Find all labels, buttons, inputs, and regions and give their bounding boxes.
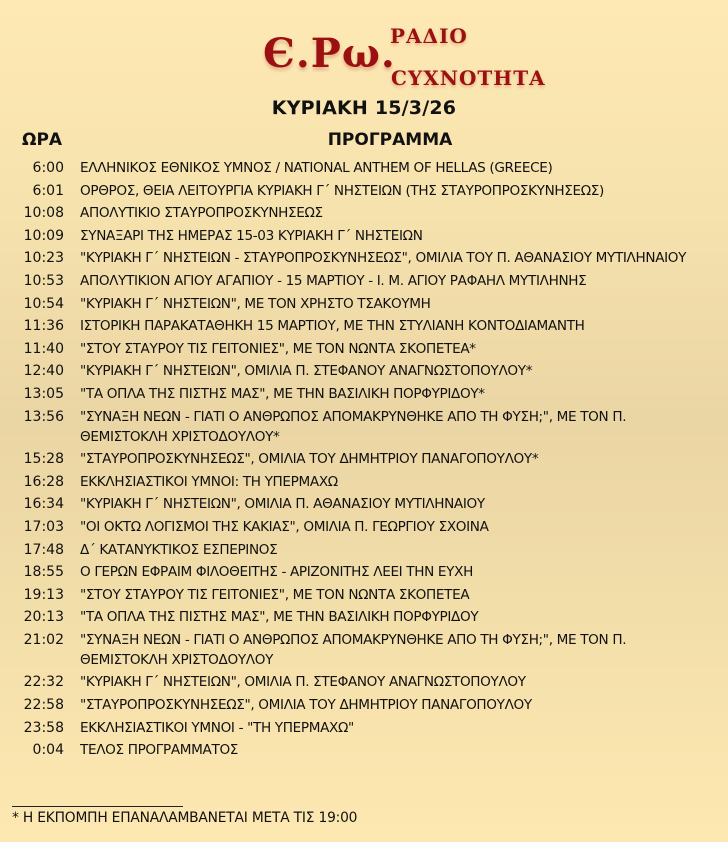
schedule-program: ΟΡΘΡΟΣ, ΘΕΙΑ ΛΕΙΤΟΥΡΓΙΑ ΚΥΡΙΑΚΗ Γ΄ ΝΗΣΤΕΙΩΝ (ΤΗΣ ΣΤΑΥΡΟΠΡΟΣΚΥΝΗΣΕΩΣ) <box>80 182 604 199</box>
schedule-program: "ΤΑ ΟΠΛΑ ΤΗΣ ΠΙΣΤΗΣ ΜΑΣ", ΜΕ ΤΗΝ ΒΑΣΙΛΙΚΗ ΠΟΡΦΥΡΙΔΟΥ* <box>80 385 485 402</box>
schedule-row <box>0 226 728 249</box>
schedule-time: 13:56 <box>23 408 64 425</box>
schedule-time: 22:32 <box>23 674 64 691</box>
schedule-row <box>0 607 728 630</box>
footnote-repeat-note: * Η ΕΚΠΟΜΠΗ ΕΠΑΝΑΛΑΜΒΑΝΕΤΑΙ ΜΕΤΑ ΤΙΣ 19:00 <box>12 810 358 826</box>
schedule-row <box>0 540 728 563</box>
schedule-time: 12:40 <box>23 363 64 380</box>
schedule-time: 6:00 <box>32 160 64 176</box>
schedule-program: "ΣΤΑΥΡΟΠΡΟΣΚΥΝΗΣΕΩΣ", ΟΜΙΛΙΑ ΤΟΥ ΔΗΜΗΤΡΙΟΥ ΠΑΝΑΓΟΠΟΥΛΟΥ <box>80 697 532 714</box>
schedule-time: 17:03 <box>23 518 64 535</box>
schedule-time: 11:36 <box>23 318 64 335</box>
schedule-program: ΑΠΟΛΥΤΙΚΙΟΝ ΑΓΙΟΥ ΑΓΑΠΙΟΥ - 15 ΜΑΡΤΙΟΥ - Ι. Μ. ΑΓΙΟΥ ΡΑΦΑΗΛ ΜΥΤΙΛΗΝΗΣ <box>80 272 587 289</box>
logo-mark: Є.Ρω. <box>263 30 396 77</box>
schedule-time: 10:23 <box>23 250 64 267</box>
schedule-program: "ΣΤΑΥΡΟΠΡΟΣΚΥΝΗΣΕΩΣ", ΟΜΙΛΙΑ ΤΟΥ ΔΗΜΗΤΡΙΟΥ ΠΑΝΑΓΟΠΟΥΛΟΥ* <box>80 451 539 468</box>
schedule-time: 16:28 <box>23 473 64 490</box>
schedule-program: "ΚΥΡΙΑΚΗ Γ΄ ΝΗΣΤΕΙΩΝ", ΟΜΙΛΙΑ Π. ΑΘΑΝΑΣΙΟΥ ΜΥΤΙΛΗΝΑΙΟΥ <box>80 496 485 513</box>
schedule-program: Δ΄ ΚΑΤΑΝΥΚΤΙΚΟΣ ΕΣΠΕΡΙΝΟΣ <box>80 541 278 558</box>
schedule-row <box>0 472 728 495</box>
schedule-row <box>0 695 728 718</box>
schedule-program: ΤΕΛΟΣ ΠΡΟΓΡΑΜΜΑΤΟΣ <box>80 742 239 759</box>
schedule-date-title: ΚΥΡΙΑΚΗ 15/3/26 <box>271 97 457 119</box>
schedule-time: 10:09 <box>23 227 64 244</box>
schedule-row <box>0 384 728 407</box>
schedule-row <box>0 181 728 204</box>
schedule-time: 23:58 <box>23 719 64 736</box>
station-logo <box>260 18 560 100</box>
schedule-time: 6:01 <box>32 182 64 199</box>
column-header-time: ΩΡΑ <box>22 130 63 150</box>
schedule-program: "ΟΙ ΟΚΤΩ ΛΟΓΙΣΜΟΙ ΤΗΣ ΚΑΚΙΑΣ", ΟΜΙΛΙΑ Π. ΓΕΩΡΓΙΟΥ ΣΧΟΙΝΑ <box>80 518 489 535</box>
schedule-time: 19:13 <box>23 586 64 603</box>
schedule-row <box>0 494 728 517</box>
schedule-row <box>0 585 728 608</box>
schedule-program: "ΣΥΝΑΞΗ ΝΕΩΝ - ΓΙΑΤΙ Ο ΑΝΘΡΩΠΟΣ ΑΠΟΜΑΚΡΥΝΘΗΚΕ ΑΠΟ ΤΗ ΦΥΣΗ;", ΜΕ ΤΟΝ Π. ΘΕΜΙΣΤΟΚΛΗ ΧΡΙΣΤΟΔΟΥΛΟΥ <box>80 631 627 668</box>
schedule-row <box>0 630 728 673</box>
schedule-time: 13:05 <box>23 385 64 402</box>
schedule-time: 10:53 <box>23 272 64 289</box>
schedule-time: 10:08 <box>23 205 64 222</box>
schedule-time: 22:58 <box>23 697 64 714</box>
schedule-program: "ΚΥΡΙΑΚΗ Γ΄ ΝΗΣΤΕΙΩΝ", ΟΜΙΛΙΑ Π. ΣΤΕΦΑΝΟΥ ΑΝΑΓΝΩΣΤΟΠΟΥΛΟΥ <box>80 674 526 691</box>
schedule-program: ΙΣΤΟΡΙΚΗ ΠΑΡΑΚΑΤΑΘΗΚΗ 15 ΜΑΡΤΙΟΥ, ΜΕ ΤΗΝ ΣΤΥΛΙΑΝΗ ΚΟΝΤΟΔΙΑΜΑΝΤΗ <box>80 318 585 335</box>
schedule-row <box>0 407 728 450</box>
schedule-row <box>0 718 728 741</box>
schedule-row <box>0 562 728 585</box>
schedule-program: "ΤΑ ΟΠΛΑ ΤΗΣ ΠΙΣΤΗΣ ΜΑΣ", ΜΕ ΤΗΝ ΒΑΣΙΛΙΚΗ ΠΟΡΦΥΡΙΔΟΥ <box>80 609 479 626</box>
schedule-time: 16:34 <box>23 496 64 513</box>
schedule-program: ΣΥΝΑΞΑΡΙ ΤΗΣ ΗΜΕΡΑΣ 15-03 ΚΥΡΙΑΚΗ Γ΄ ΝΗΣΤΕΙΩΝ <box>80 227 423 244</box>
schedule-row <box>0 294 728 317</box>
schedule-row <box>0 339 728 362</box>
schedule-row <box>0 672 728 695</box>
schedule-program: ΑΠΟΛΥΤΙΚΙΟ ΣΤΑΥΡΟΠΡΟΣΚΥΝΗΣΕΩΣ <box>80 205 323 222</box>
schedule-list <box>0 158 728 763</box>
schedule-program: "ΣΤΟΥ ΣΤΑΥΡΟΥ ΤΙΣ ΓΕΙΤΟΝΙΕΣ", ΜΕ ΤΟΝ ΝΩΝΤΑ ΣΚΟΠΕΤΕΑ* <box>80 340 476 357</box>
schedule-time: 17:48 <box>23 541 64 558</box>
schedule-row <box>0 158 728 181</box>
logo-word-radio: ΡΑΔΙΟ <box>390 24 468 48</box>
schedule-program: "ΚΥΡΙΑΚΗ Γ΄ ΝΗΣΤΕΙΩΝ", ΜΕ ΤΟΝ ΧΡΗΣΤΟ ΤΣΑΚΟΥΜΗ <box>80 295 431 312</box>
schedule-row <box>0 248 728 271</box>
schedule-program: "ΣΥΝΑΞΗ ΝΕΩΝ - ΓΙΑΤΙ Ο ΑΝΘΡΩΠΟΣ ΑΠΟΜΑΚΡΥΝΘΗΚΕ ΑΠΟ ΤΗ ΦΥΣΗ;", ΜΕ ΤΟΝ Π. ΘΕΜΙΣΤΟΚΛΗ ΧΡΙΣΤΟΔΟΥΛΟΥ* <box>80 408 627 445</box>
schedule-row <box>0 203 728 226</box>
schedule-time: 20:13 <box>23 609 64 626</box>
logo-word-frequency: ϹΥΧΝΟΤΗΤΑ <box>391 66 546 90</box>
schedule-program: "ΚΥΡΙΑΚΗ Γ΄ ΝΗΣΤΕΙΩΝ", ΟΜΙΛΙΑ Π. ΣΤΕΦΑΝΟΥ ΑΝΑΓΝΩΣΤΟΠΟΥΛΟΥ* <box>80 363 533 380</box>
schedule-time: 11:40 <box>23 340 64 357</box>
schedule-time: 10:54 <box>23 295 64 312</box>
schedule-program: ΕΚΚΛΗΣΙΑΣΤΙΚΟΙ ΥΜΝΟΙ: ΤΗ ΥΠΕΡΜΑΧΩ <box>80 473 338 490</box>
schedule-row <box>0 449 728 472</box>
schedule-row <box>0 316 728 339</box>
schedule-row <box>0 740 728 763</box>
column-header-program: ΠΡΟΓΡΑΜΜΑ <box>327 130 453 150</box>
schedule-program: "ΣΤΟΥ ΣΤΑΥΡΟΥ ΤΙΣ ΓΕΙΤΟΝΙΕΣ", ΜΕ ΤΟΝ ΝΩΝΤΑ ΣΚΟΠΕΤΕΑ <box>80 586 470 603</box>
schedule-program: Ο ΓΕΡΩΝ ΕΦΡΑΙΜ ΦΙΛΟΘΕΙΤΗΣ - ΑΡΙΖΟΝΙΤΗΣ ΛΕΕΙ ΤΗΝ ΕΥΧΗ <box>80 564 473 581</box>
schedule-row <box>0 271 728 294</box>
schedule-program: ΕΚΚΛΗΣΙΑΣΤΙΚΟΙ ΥΜΝΟΙ - "ΤΗ ΥΠΕΡΜΑΧΩ" <box>80 719 354 736</box>
schedule-time: 21:02 <box>23 631 64 648</box>
schedule-time: 0:04 <box>32 742 64 759</box>
schedule-time: 15:28 <box>23 451 64 468</box>
schedule-program: ΕΛΛΗΝΙΚΟΣ ΕΘΝΙΚΟΣ ΥΜΝΟΣ / NATIONAL ANTHEM OF HELLAS (GREECE) <box>80 160 553 176</box>
footnote-divider <box>12 806 183 807</box>
schedule-row <box>0 361 728 384</box>
schedule-time: 18:55 <box>23 564 64 581</box>
schedule-program: "ΚΥΡΙΑΚΗ Γ΄ ΝΗΣΤΕΙΩΝ - ΣΤΑΥΡΟΠΡΟΣΚΥΝΗΣΕΩΣ", ΟΜΙΛΙΑ ΤΟΥ Π. ΑΘΑΝΑΣΙΟΥ ΜΥΤΙΛΗΝΑΙΟΥ <box>80 250 687 267</box>
schedule-row <box>0 517 728 540</box>
